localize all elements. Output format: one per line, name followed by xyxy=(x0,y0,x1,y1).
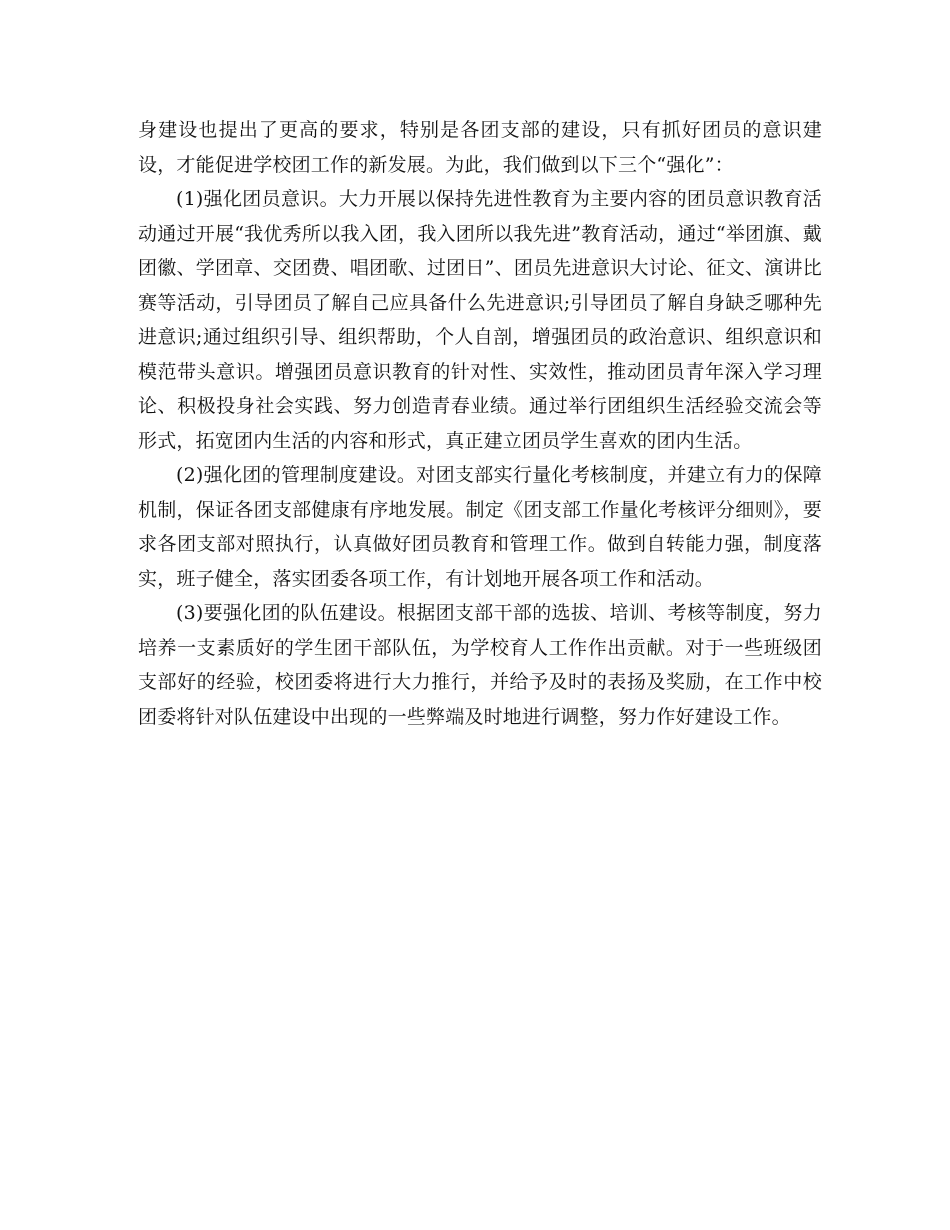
paragraph-strengthen-management-system: (2)强化团的管理制度建设。对团支部实行量化考核制度，并建立有力的保障机制，保证各团支部健康有序地发展。制定《团支部工作量化考核评分细则》，要求各团支部对照执行，认真做好团员教育和管理工作。做到自转能力强，制度落实，班子健全，落实团委各项工作，有计划地开展各项工作和活动。 xyxy=(138,464,822,590)
paragraph-intro: 身建设也提出了更高的要求，特别是各团支部的建设，只有抓好团员的意识建设，才能促进学校团工作的新发展。为此，我们做到以下三个“强化”： xyxy=(138,119,822,176)
paragraph-strengthen-member-awareness: (1)强化团员意识。大力开展以保持先进性教育为主要内容的团员意识教育活动通过开展“我优秀所以我入团，我入团所以我先进”教育活动，通过“举团旗、戴团徽、学团章、交团费、唱团歌、过团日”、团员先进意识大讨论、征文、演讲比赛等活动，引导团员了解自己应具备什么先进意识;引导团员了解自身缺乏哪种先进意识;通过组织引导、组织帮助，个人自剖，增强团员的政治意识、组织意识和模范带头意识。增强团员意识教育的针对性、实效性，推动团员青年深入学习理论、积极投身社会实践、努力创造青春业绩。通过举行团组织生活经验交流会等形式，拓宽团内生活的内容和形式，真正建立团员学生喜欢的团内生活。 xyxy=(138,188,822,452)
document-body xyxy=(138,113,822,734)
paragraph-strengthen-team-building: (3)要强化团的队伍建设。根据团支部干部的选拔、培训、考核等制度，努力培养一支素质好的学生团干部队伍，为学校育人工作作出贡献。对于一些班级团支部好的经验，校团委将进行大力推行，并给予及时的表扬及奖励，在工作中校团委将针对队伍建设中出现的一些弊端及时地进行调整，努力作好建设工作。 xyxy=(138,602,822,728)
